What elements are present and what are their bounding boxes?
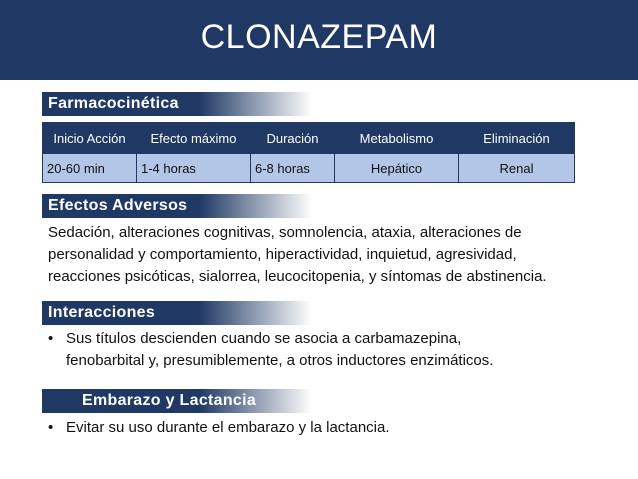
table-header-cell: Metabolismo	[335, 123, 459, 154]
table-header-cell: Duración	[251, 123, 335, 154]
table-cell: Hepático	[335, 154, 459, 183]
title-bar	[0, 0, 638, 80]
page-title: CLONAZEPAM	[200, 18, 438, 56]
section-heading-embarazo: Embarazo y Lactancia	[42, 389, 312, 413]
list-item	[48, 417, 608, 439]
section-heading-interacciones: Interacciones	[42, 301, 312, 325]
table-header-cell: Inicio Acción	[43, 123, 137, 154]
bullet-icon: •	[48, 419, 54, 436]
text-line: Sedación, alteraciones cognitivas, somnolencia, ataxia, alteraciones de	[48, 224, 522, 241]
section-heading-efectos-adversos: Efectos Adversos	[42, 194, 312, 218]
pharmacokinetics-table	[42, 122, 575, 183]
text-line: Evitar su uso durante el embarazo y la lactancia.	[66, 419, 390, 436]
text-line: Sus títulos descienden cuando se asocia a carbamazepina,	[66, 330, 462, 347]
table-row	[43, 154, 575, 183]
table-header-row	[43, 123, 575, 154]
interactions-list	[48, 328, 608, 372]
text-line: personalidad y comportamiento, hiperactividad, inquietud, agresividad,	[48, 246, 517, 263]
pregnancy-list	[48, 417, 608, 439]
table-header-cell: Eliminación	[459, 123, 575, 154]
table-header-cell: Efecto máximo	[137, 123, 251, 154]
table-cell: 20-60 min	[43, 154, 137, 183]
list-item	[48, 328, 608, 372]
table-cell: 6-8 horas	[251, 154, 335, 183]
table-cell: Renal	[459, 154, 575, 183]
adverse-effects-text	[48, 222, 608, 288]
section-heading-farmacocinetica: Farmacocinética	[42, 92, 312, 116]
table-cell: 1-4 horas	[137, 154, 251, 183]
text-line: fenobarbital y, presumiblemente, a otros inductores enzimáticos.	[66, 352, 494, 369]
bullet-icon: •	[48, 330, 54, 347]
text-line: reacciones psicóticas, sialorrea, leucocitopenia, y síntomas de abstinencia.	[48, 268, 547, 285]
